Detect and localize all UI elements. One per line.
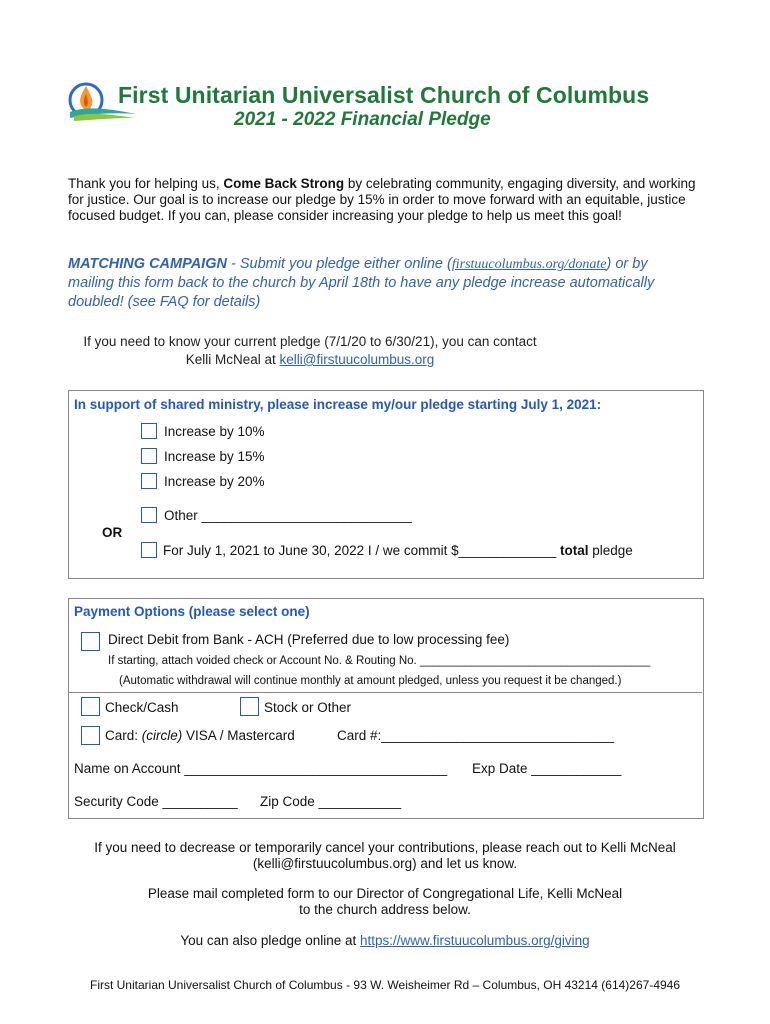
increase-10-label: Increase by 10% — [164, 424, 265, 439]
ach-checkbox[interactable] — [81, 632, 100, 651]
church-address: First Unitarian Universalist Church of Columbus - 93 W. Weisheimer Rd – Columbus, OH 43214 (614)267-4946 — [89, 978, 681, 992]
matching-campaign: MATCHING CAMPAIGN - Submit you pledge either online (firstuucolumbus.org/donate) or by mailing this form back to the church by April 18th to have any pledge increase automatically doubled! (see FAQ for details) — [68, 256, 655, 310]
donate-link[interactable]: firstuucolumbus.org/donate — [451, 257, 607, 272]
intro-paragraph: Thank you for helping us, Come Back Strong by celebrating community, engaging diversity, and working for justice. Our goal is to increase our pledge by 15% in order to move forward with an equitable, justice focused budget. If you can, please consider increasing your pledge to help us meet this goal! — [68, 176, 696, 223]
current-pledge-info: If you need to know your current pledge (7/1/20 to 6/30/21), you can contact Kelli McNeal at kelli@firstuucolumbus.org — [83, 334, 537, 367]
or-label: OR — [102, 525, 123, 540]
matching-label: MATCHING CAMPAIGN — [68, 256, 227, 272]
other-field[interactable]: Other ____________________________ — [164, 508, 412, 523]
other-checkbox[interactable] — [141, 507, 157, 523]
form-title: 2021 - 2022 Financial Pledge — [234, 109, 491, 130]
increase-heading: In support of shared ministry, please increase my/our pledge starting July 1, 2021: — [74, 397, 602, 412]
increase-15-label: Increase by 15% — [164, 449, 265, 464]
increase-10-checkbox[interactable] — [141, 423, 157, 439]
card-label: Card: (circle) VISA / Mastercard — [105, 728, 295, 743]
payment-heading: Payment Options (please select one) — [74, 604, 310, 619]
exp-date-field[interactable]: Exp Date ____________ — [472, 761, 622, 776]
total-commit-checkbox[interactable] — [141, 542, 157, 558]
security-code-field[interactable]: Security Code __________ — [74, 794, 238, 809]
increase-15-checkbox[interactable] — [141, 448, 157, 464]
come-back-strong: Come Back Strong — [223, 176, 345, 191]
online-pledge-line: You can also pledge online at https://www.firstuucolumbus.org/giving — [180, 933, 590, 948]
increase-20-checkbox[interactable] — [141, 473, 157, 489]
mail-instructions: Please mail completed form to our Director of Congregational Life, Kelli McNeal to the church address below. — [147, 886, 623, 917]
zip-code-field[interactable]: Zip Code ___________ — [260, 794, 402, 809]
contact-email-link[interactable]: kelli@firstuucolumbus.org — [279, 352, 435, 367]
stock-other-checkbox[interactable] — [240, 697, 259, 716]
total-commit-field[interactable]: For July 1, 2021 to June 30, 2022 I / we commit $_____________ total pledge — [163, 543, 633, 558]
decrease-notice: If you need to decrease or temporarily cancel your contributions, please reach out to Kelli McNeal (kelli@firstuucolumbus.org) and let us know. — [94, 840, 676, 871]
increase-20-label: Increase by 20% — [164, 474, 265, 489]
giving-link[interactable]: https://www.firstuucolumbus.org/giving — [360, 933, 590, 948]
card-checkbox[interactable] — [81, 726, 100, 745]
church-name: First Unitarian Universalist Church of Columbus — [118, 82, 650, 108]
check-cash-checkbox[interactable] — [81, 697, 100, 716]
check-cash-label: Check/Cash — [105, 700, 179, 715]
card-number-field[interactable]: Card #:_______________________________ — [337, 728, 615, 743]
ach-account-field[interactable]: If starting, attach voided check or Account No. & Routing No. ____________________________________ — [108, 655, 651, 667]
ach-note: (Automatic withdrawal will continue monthly at amount pledged, unless you request it be changed.) — [119, 675, 622, 687]
stock-other-label: Stock or Other — [264, 700, 352, 715]
ach-label: Direct Debit from Bank - ACH (Preferred due to low processing fee) — [108, 632, 510, 647]
name-on-account-field[interactable]: Name on Account ___________________________________ — [74, 761, 448, 776]
payment-divider — [68, 692, 702, 693]
